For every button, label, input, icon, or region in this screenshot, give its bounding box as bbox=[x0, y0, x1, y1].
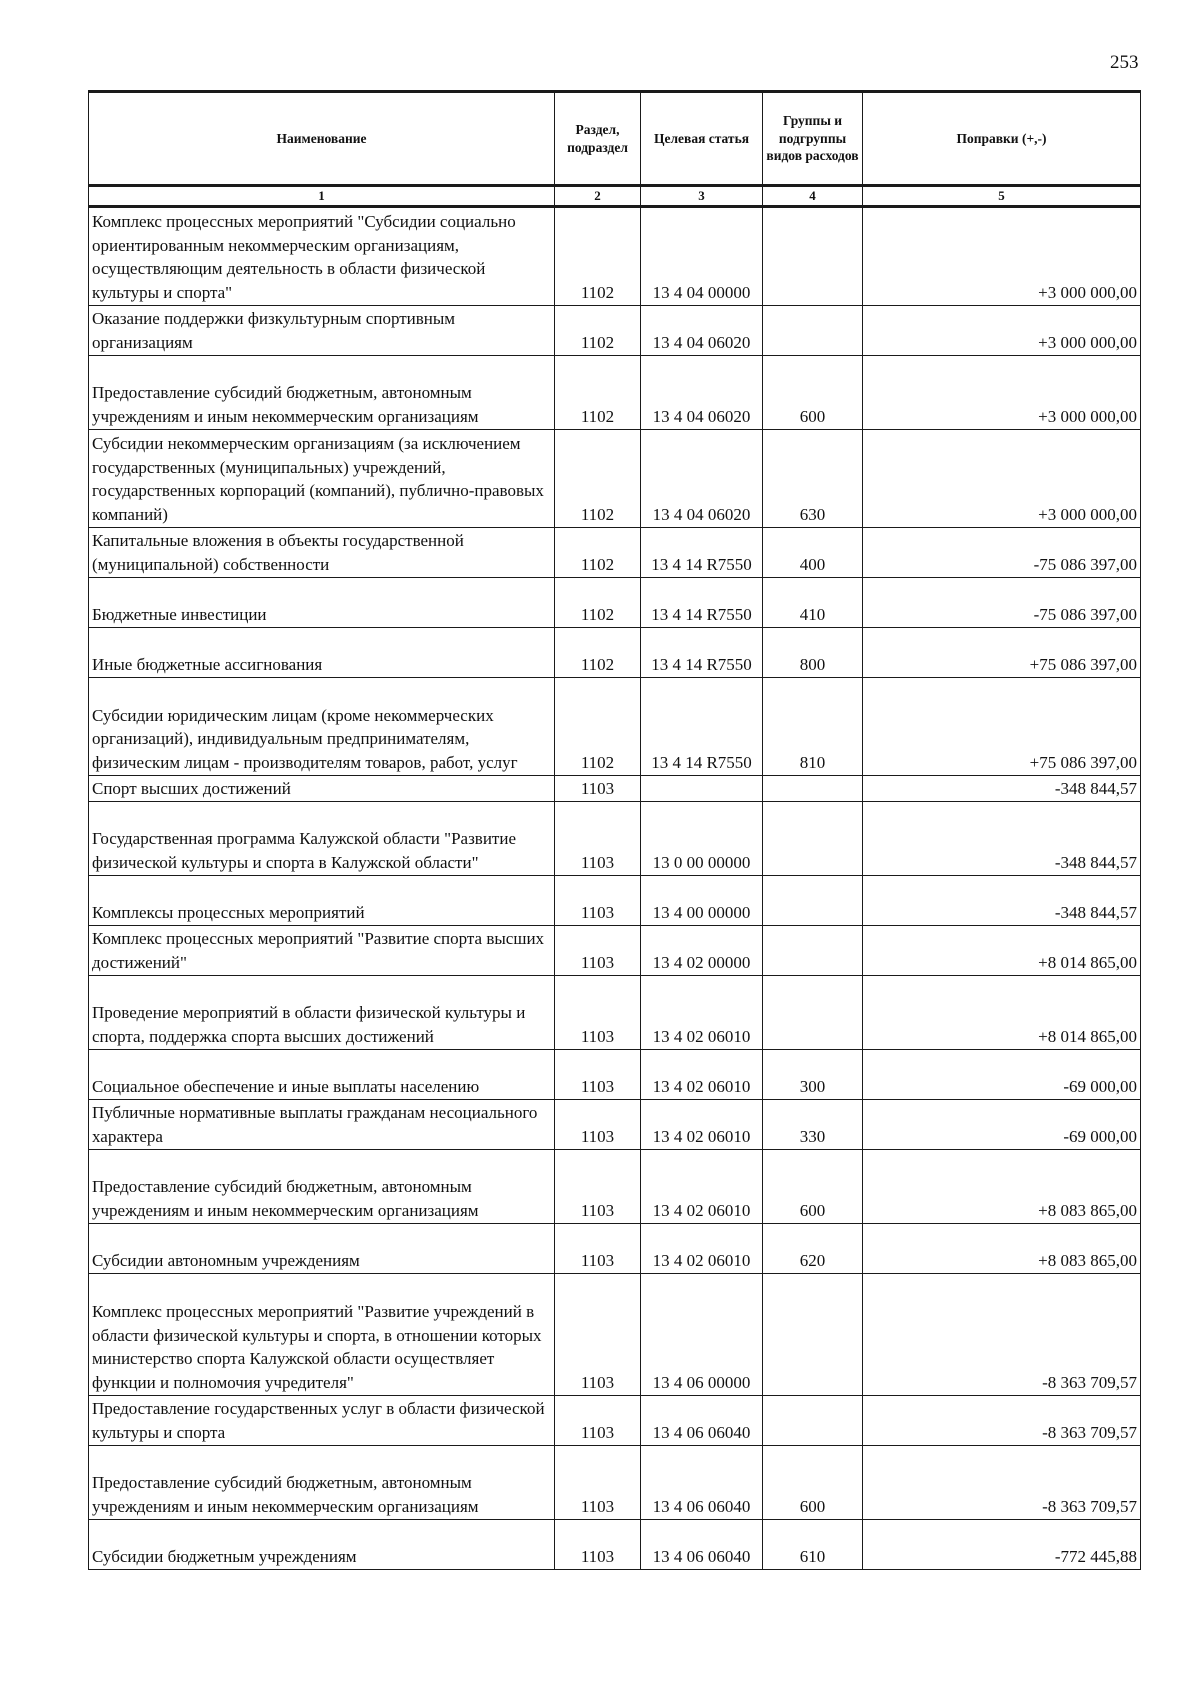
row-article: 13 4 14 R7550 bbox=[641, 678, 763, 776]
row-name: Проведение мероприятий в области физической культуры и спорта, поддержка спорта высших достижений bbox=[89, 976, 555, 1050]
table-row bbox=[89, 1396, 1141, 1446]
table-row bbox=[89, 528, 1141, 578]
row-group: 400 bbox=[763, 528, 863, 578]
row-article: 13 4 06 06040 bbox=[641, 1446, 763, 1520]
row-group bbox=[763, 776, 863, 802]
row-article: 13 4 02 06010 bbox=[641, 976, 763, 1050]
row-group bbox=[763, 306, 863, 356]
row-section: 1102 bbox=[555, 628, 641, 678]
row-group bbox=[763, 1274, 863, 1396]
column-numbers-row bbox=[89, 186, 1141, 207]
row-amount: +3 000 000,00 bbox=[863, 356, 1141, 430]
row-amount: -69 000,00 bbox=[863, 1050, 1141, 1100]
row-article: 13 4 02 06010 bbox=[641, 1150, 763, 1224]
column-number: 2 bbox=[555, 186, 641, 207]
row-group: 630 bbox=[763, 430, 863, 528]
row-article: 13 4 02 00000 bbox=[641, 926, 763, 976]
row-amount: +8 014 865,00 bbox=[863, 976, 1141, 1050]
row-article: 13 4 06 06040 bbox=[641, 1520, 763, 1570]
row-group bbox=[763, 976, 863, 1050]
row-name: Капитальные вложения в объекты государственной (муниципальной) собственности bbox=[89, 528, 555, 578]
row-name: Иные бюджетные ассигнования bbox=[89, 628, 555, 678]
row-amount: -8 363 709,57 bbox=[863, 1274, 1141, 1396]
row-amount: +3 000 000,00 bbox=[863, 207, 1141, 306]
table-row bbox=[89, 926, 1141, 976]
row-article: 13 4 14 R7550 bbox=[641, 528, 763, 578]
row-section: 1103 bbox=[555, 1224, 641, 1274]
row-amount: +3 000 000,00 bbox=[863, 430, 1141, 528]
row-group: 800 bbox=[763, 628, 863, 678]
row-article: 13 4 04 06020 bbox=[641, 306, 763, 356]
row-group: 300 bbox=[763, 1050, 863, 1100]
table-row bbox=[89, 1100, 1141, 1150]
table-row bbox=[89, 207, 1141, 306]
row-article: 13 4 06 06040 bbox=[641, 1396, 763, 1446]
row-group: 330 bbox=[763, 1100, 863, 1150]
row-section: 1102 bbox=[555, 356, 641, 430]
row-name: Комплекс процессных мероприятий "Развитие спорта высших достижений" bbox=[89, 926, 555, 976]
row-amount: +75 086 397,00 bbox=[863, 628, 1141, 678]
row-section: 1103 bbox=[555, 1396, 641, 1446]
row-article: 13 4 00 00000 bbox=[641, 876, 763, 926]
row-section: 1102 bbox=[555, 430, 641, 528]
row-amount: -69 000,00 bbox=[863, 1100, 1141, 1150]
table-row bbox=[89, 876, 1141, 926]
row-article: 13 4 14 R7550 bbox=[641, 628, 763, 678]
row-name: Бюджетные инвестиции bbox=[89, 578, 555, 628]
row-group: 600 bbox=[763, 1446, 863, 1520]
row-amount: +75 086 397,00 bbox=[863, 678, 1141, 776]
row-group: 620 bbox=[763, 1224, 863, 1274]
row-group: 410 bbox=[763, 578, 863, 628]
row-amount: -772 445,88 bbox=[863, 1520, 1141, 1570]
table-row bbox=[89, 578, 1141, 628]
row-article: 13 4 04 06020 bbox=[641, 356, 763, 430]
table-row bbox=[89, 1150, 1141, 1224]
row-amount: +8 014 865,00 bbox=[863, 926, 1141, 976]
row-group: 810 bbox=[763, 678, 863, 776]
row-name: Государственная программа Калужской области "Развитие физической культуры и спорта в Калужской области" bbox=[89, 802, 555, 876]
row-group: 600 bbox=[763, 1150, 863, 1224]
row-section: 1103 bbox=[555, 1150, 641, 1224]
table-row bbox=[89, 1050, 1141, 1100]
row-section: 1103 bbox=[555, 1050, 641, 1100]
header-groups: Группы и подгруппы видов расходов bbox=[763, 92, 863, 186]
row-section: 1102 bbox=[555, 678, 641, 776]
table-row bbox=[89, 306, 1141, 356]
row-article: 13 4 02 06010 bbox=[641, 1224, 763, 1274]
row-article: 13 4 06 00000 bbox=[641, 1274, 763, 1396]
row-section: 1103 bbox=[555, 926, 641, 976]
table-row bbox=[89, 430, 1141, 528]
row-amount: +8 083 865,00 bbox=[863, 1150, 1141, 1224]
row-article: 13 0 00 00000 bbox=[641, 802, 763, 876]
table-header-row bbox=[89, 92, 1141, 186]
row-name: Предоставление субсидий бюджетным, автономным учреждениям и иным некоммерческим организациям bbox=[89, 1150, 555, 1224]
row-section: 1103 bbox=[555, 1274, 641, 1396]
header-section: Раздел, подраздел bbox=[555, 92, 641, 186]
row-name: Комплекс процессных мероприятий "Субсидии социально ориентированным некоммерческим организациям, осуществляющим деятельность в области физической культуры и спорта" bbox=[89, 207, 555, 306]
row-section: 1103 bbox=[555, 802, 641, 876]
row-section: 1103 bbox=[555, 876, 641, 926]
table-row bbox=[89, 628, 1141, 678]
row-article: 13 4 14 R7550 bbox=[641, 578, 763, 628]
row-group: 610 bbox=[763, 1520, 863, 1570]
row-article: 13 4 02 06010 bbox=[641, 1100, 763, 1150]
column-number: 1 bbox=[89, 186, 555, 207]
table-row bbox=[89, 776, 1141, 802]
row-name: Комплексы процессных мероприятий bbox=[89, 876, 555, 926]
row-group: 600 bbox=[763, 356, 863, 430]
column-number: 3 bbox=[641, 186, 763, 207]
row-name: Предоставление государственных услуг в области физической культуры и спорта bbox=[89, 1396, 555, 1446]
row-article: 13 4 04 00000 bbox=[641, 207, 763, 306]
row-section: 1103 bbox=[555, 976, 641, 1050]
row-amount: -8 363 709,57 bbox=[863, 1396, 1141, 1446]
row-name: Спорт высших достижений bbox=[89, 776, 555, 802]
row-amount: -75 086 397,00 bbox=[863, 528, 1141, 578]
row-amount: -75 086 397,00 bbox=[863, 578, 1141, 628]
row-name: Комплекс процессных мероприятий "Развитие учреждений в области физической культуры и спорта, в отношении которых министерство спорта Калужской области осуществляет функции и полномочия учредителя" bbox=[89, 1274, 555, 1396]
row-name: Субсидии автономным учреждениям bbox=[89, 1224, 555, 1274]
column-number: 4 bbox=[763, 186, 863, 207]
column-number: 5 bbox=[863, 186, 1141, 207]
row-section: 1102 bbox=[555, 528, 641, 578]
row-group bbox=[763, 1396, 863, 1446]
row-section: 1102 bbox=[555, 578, 641, 628]
table-row bbox=[89, 976, 1141, 1050]
budget-amendments-table bbox=[88, 90, 1141, 1570]
row-section: 1103 bbox=[555, 776, 641, 802]
row-group bbox=[763, 876, 863, 926]
header-name: Наименование bbox=[89, 92, 555, 186]
row-name: Субсидии некоммерческим организациям (за исключением государственных (муниципальных) учреждений, государственных корпораций (компаний), публично-правовых компаний) bbox=[89, 430, 555, 528]
table-row bbox=[89, 1274, 1141, 1396]
row-amount: +3 000 000,00 bbox=[863, 306, 1141, 356]
page-number: 253 bbox=[1110, 52, 1139, 73]
row-section: 1103 bbox=[555, 1520, 641, 1570]
row-amount: -348 844,57 bbox=[863, 802, 1141, 876]
header-article: Целевая статья bbox=[641, 92, 763, 186]
row-section: 1102 bbox=[555, 306, 641, 356]
table-row bbox=[89, 1446, 1141, 1520]
row-section: 1103 bbox=[555, 1446, 641, 1520]
row-group bbox=[763, 802, 863, 876]
row-amount: +8 083 865,00 bbox=[863, 1224, 1141, 1274]
table-row bbox=[89, 678, 1141, 776]
row-name: Субсидии юридическим лицам (кроме некоммерческих организаций), индивидуальным предпринимателям, физическим лицам - производителям товаров, работ, услуг bbox=[89, 678, 555, 776]
row-section: 1103 bbox=[555, 1100, 641, 1150]
row-section: 1102 bbox=[555, 207, 641, 306]
row-amount: -348 844,57 bbox=[863, 876, 1141, 926]
row-amount: -8 363 709,57 bbox=[863, 1446, 1141, 1520]
row-group bbox=[763, 926, 863, 976]
row-name: Публичные нормативные выплаты гражданам несоциального характера bbox=[89, 1100, 555, 1150]
table-row bbox=[89, 1520, 1141, 1570]
row-name: Предоставление субсидий бюджетным, автономным учреждениям и иным некоммерческим организациям bbox=[89, 356, 555, 430]
row-article: 13 4 04 06020 bbox=[641, 430, 763, 528]
row-name: Оказание поддержки физкультурным спортивным организациям bbox=[89, 306, 555, 356]
row-amount: -348 844,57 bbox=[863, 776, 1141, 802]
row-group bbox=[763, 207, 863, 306]
table-row bbox=[89, 1224, 1141, 1274]
row-name: Предоставление субсидий бюджетным, автономным учреждениям и иным некоммерческим организациям bbox=[89, 1446, 555, 1520]
row-name: Субсидии бюджетным учреждениям bbox=[89, 1520, 555, 1570]
table-row bbox=[89, 802, 1141, 876]
row-article bbox=[641, 776, 763, 802]
header-amendments: Поправки (+,-) bbox=[863, 92, 1141, 186]
row-article: 13 4 02 06010 bbox=[641, 1050, 763, 1100]
row-name: Социальное обеспечение и иные выплаты населению bbox=[89, 1050, 555, 1100]
table-row bbox=[89, 356, 1141, 430]
